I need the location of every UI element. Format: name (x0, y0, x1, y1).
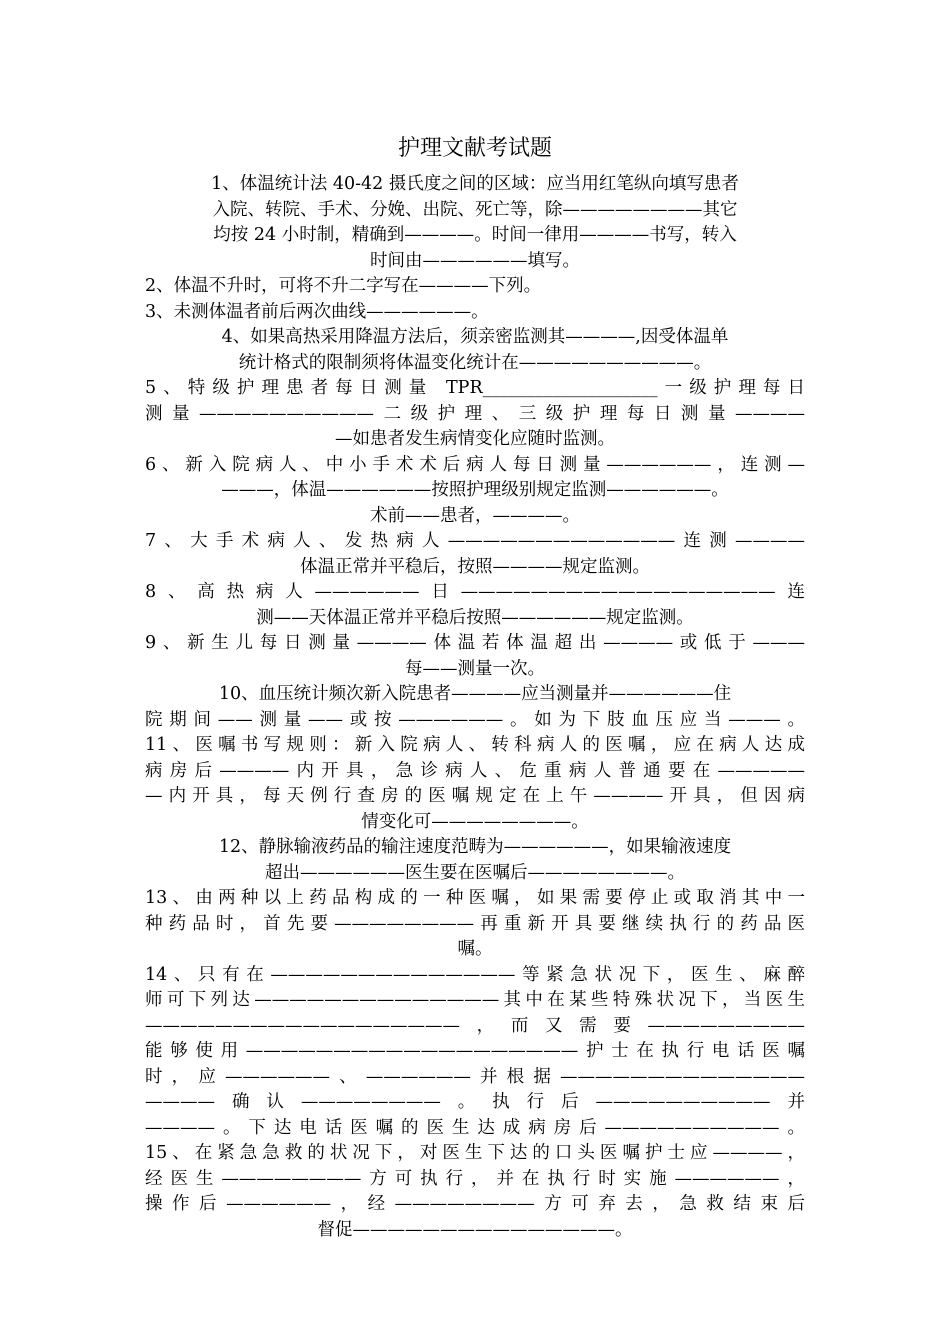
document-line: —如患者发生病情变化应随时监测。 (335, 429, 615, 449)
document-line: 病房后————内开具，急诊病人、危重病人普通要在————— (145, 760, 805, 781)
document-line: 时，应——————、——————并根据—————————————— (145, 1066, 805, 1087)
document-line: 均按 24 小时制，精确到————。时间一律用————书写，转入 (213, 225, 737, 245)
document-line: 每——测量一次。 (405, 658, 545, 679)
document-line: 14、只有在——————————————等紧急状况下，医生、麻醉 (145, 964, 805, 985)
document-line: 7、大手术病人、发热病人—————————————连测———— (145, 531, 805, 551)
document-line: 种药品时，首先要————————再重新开具要继续执行的药品医 (145, 913, 805, 934)
document-line: ————。下达电话医嘱的医生达成病房后——————————。 (145, 1117, 805, 1138)
document-line: —内开具，每天例行查房的医嘱规定在上午————开具，但因病 (145, 786, 805, 806)
document-line: 入院、转院、手术、分娩、出院、死亡等，除————————其它 (212, 199, 738, 220)
document-line: 超出——————医生要在医嘱后————————。 (265, 862, 685, 883)
document-line: ————确认————————。执行后——————————并 (145, 1092, 805, 1112)
document-line: 情变化可————————。 (361, 811, 589, 832)
document-line: 术前——患者，————。 (370, 505, 580, 526)
document-line: 操作后——————，经————————方可弃去，急救结束后 (145, 1194, 805, 1214)
document-line: 12、静脉输液药品的输注速度范畴为——————，如果输液速度 (218, 837, 732, 857)
document-line: 测量——————————二级护理、三级护理每日测量———— (145, 403, 805, 424)
document-line: 院期间——测量——或按——————。如为下肢血压应当———。 (145, 709, 805, 730)
document-line: 5、特级护理患者每日测量 TPR____________________一级护理每日 (145, 378, 805, 398)
document-line: 9、新生儿每日测量————体温若体温超出————或低于——— (145, 633, 805, 653)
document-line: 师可下列达——————————————其中在某些特殊状况下，当医生 (145, 990, 805, 1010)
document-line: 3、未测体温者前后两次曲线——————。 (145, 301, 489, 322)
document-line: 8、高热病人——————日——————————————————连 (145, 582, 805, 602)
document-line: 统计格式的限制须将体温变化统计在——————————。 (238, 352, 712, 373)
document-line: 15、在紧急急救的状况下，对医生下达的口头医嘱护士应————， (145, 1143, 805, 1163)
document-line: 13、由两种以上药品构成的一种医嘱，如果需要停止或取消其中一 (145, 888, 805, 908)
document-line: 测——天体温正常并平稳后按照——————规定监测。 (256, 607, 694, 628)
document-line: 体温正常并平稳后，按照————规定监测。 (300, 556, 650, 577)
document-line: 能够使用———————————————————护士在执行电话医嘱 (145, 1041, 805, 1061)
document-line: 2、体温不升时，可将不升二字写在————下列。 (145, 276, 542, 296)
document-line: 时间由——————填写。 (370, 250, 580, 271)
document-line: 6、新入院病人、中小手术术后病人每日测量——————，连测— (145, 454, 805, 475)
document-title: 护理文献考试题 (397, 136, 552, 161)
question-list (145, 172, 805, 1243)
document-line: 经医生————————方可执行，并在执行时实施——————， (145, 1168, 805, 1189)
document-line: ——————————————————，而又需要————————— (145, 1015, 805, 1036)
document-line: ———，体温——————按照护理级别规定监测——————。 (221, 480, 729, 500)
document-line: 11、医嘱书写规则：新入院病人、转科病人的医嘱，应在病人达成 (145, 735, 805, 755)
document-line: 4、如果高热采用降温方法后，须亲密监测其————,因受体温单 (221, 327, 729, 347)
document-line: 1、体温统计法 40-42 摄氏度之间的区域：应当用红笔纵向填写患者 (211, 174, 739, 194)
document-line: 10、血压统计频次新入院患者————应当测量并——————住 (218, 684, 732, 704)
document-line: 嘱。 (457, 939, 493, 959)
document-line: 督促———————————————。 (317, 1219, 633, 1240)
